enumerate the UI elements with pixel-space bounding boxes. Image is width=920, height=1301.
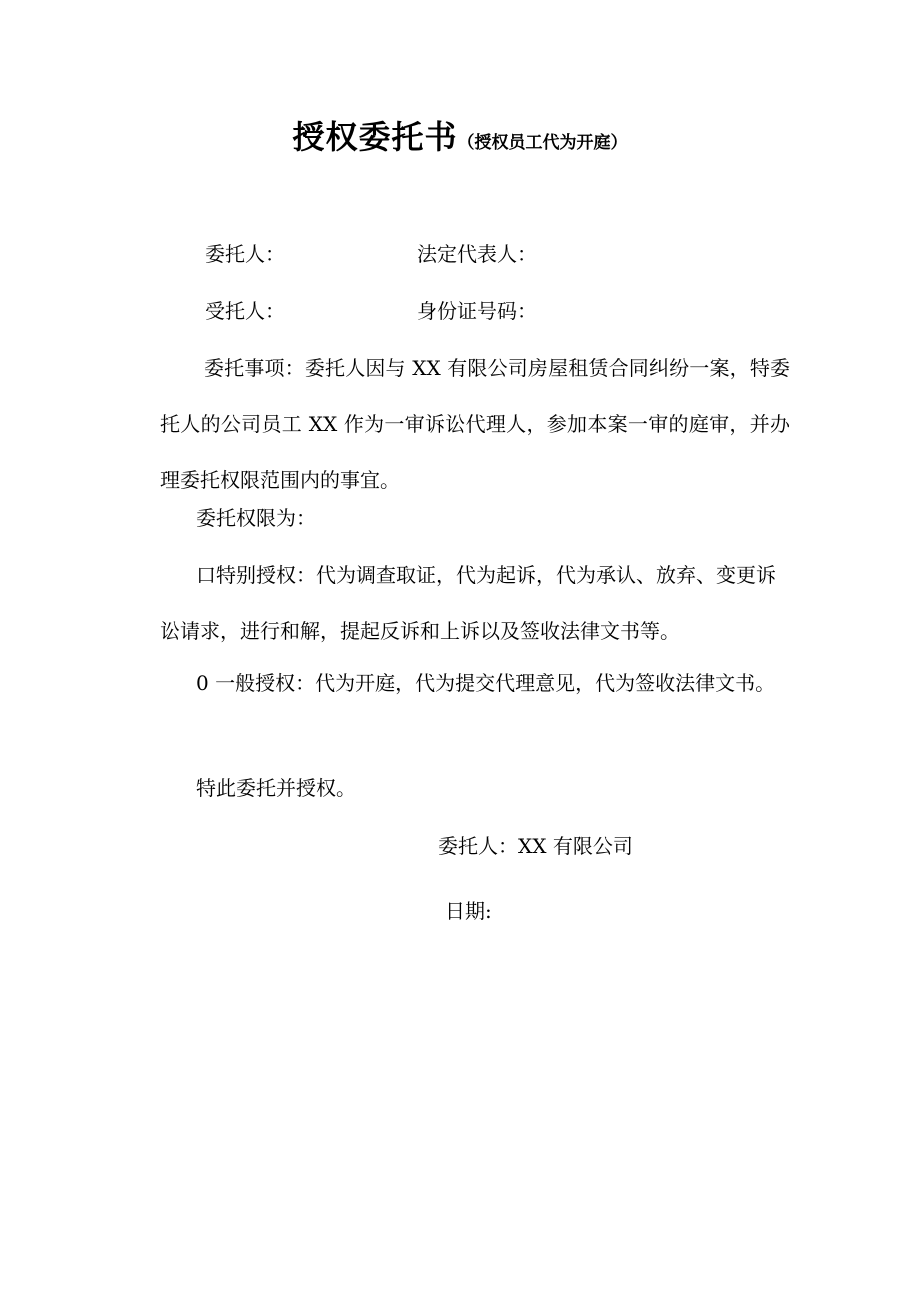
closing-statement: 特此委托并授权。 <box>196 776 356 800</box>
document-title-line <box>0 112 920 158</box>
entrustment-matter: 委托事项：委托人因与 XX 有限公司房屋租赁合同纠纷一案，特委托人的公司员工 XX 作为一审诉讼代理人，参加本案一审的庭审，并办理委托权限范围内的事宜。 <box>160 356 790 492</box>
date-label: 日期: <box>445 899 492 923</box>
document-title: 授权委托书 <box>292 118 458 156</box>
signature-line: 委托人：XX 有限公司 <box>438 834 633 858</box>
principal-label: 委托人： <box>205 242 285 266</box>
agent-label: 受托人： <box>205 299 285 323</box>
scope-heading: 委托权限为： <box>196 506 316 530</box>
general-authorization: 0 一般授权：代为开庭，代为提交代理意见，代为签收法律文书。 <box>196 671 776 695</box>
special-authorization: 口特别授权：代为调查取证，代为起诉，代为承认、放弃、变更诉讼请求，进行和解，提起反诉和上诉以及签收法律文书等。 <box>160 563 776 643</box>
legal-representative-label: 法定代表人： <box>417 242 537 266</box>
id-number-label: 身份证号码： <box>417 299 537 323</box>
document-subtitle: （授权员工代为开庭） <box>457 133 628 153</box>
